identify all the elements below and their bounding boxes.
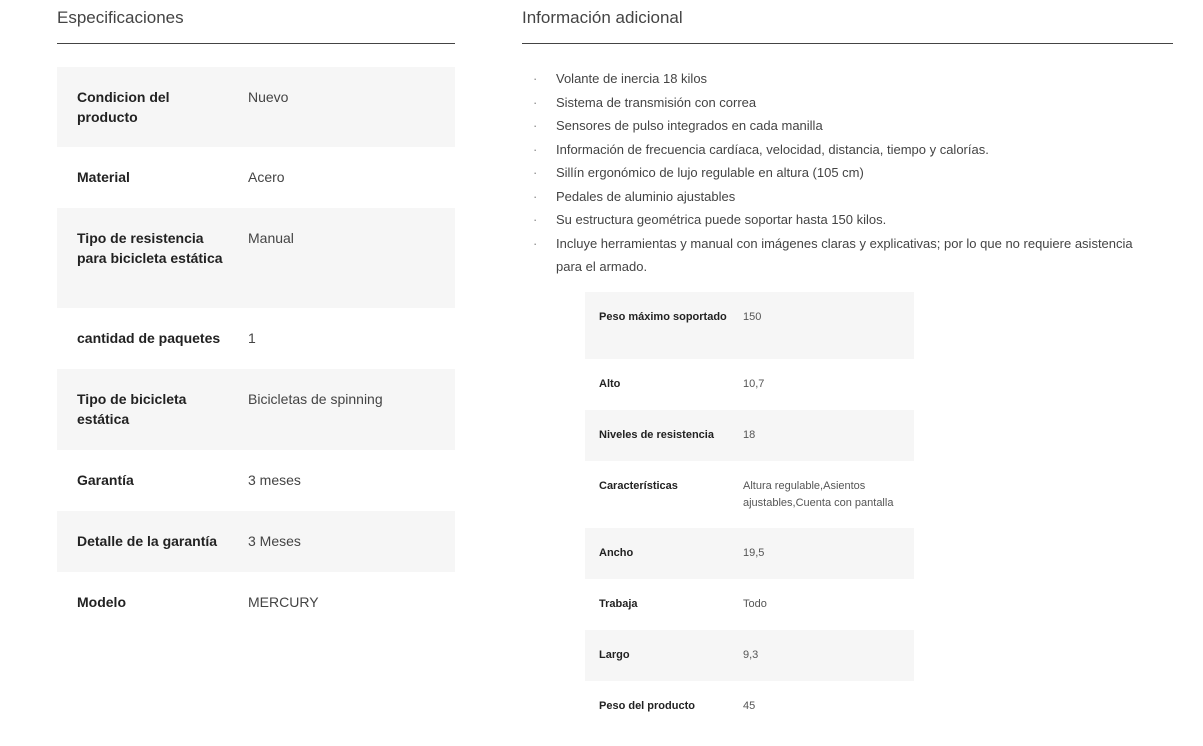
list-item: · Sillín ergonómico de lujo regulable en altura (105 cm)	[533, 161, 1153, 185]
list-item: · Volante de inercia 18 kilos	[533, 67, 1153, 91]
table-row	[585, 579, 914, 630]
spec-row-condition	[57, 67, 455, 147]
spec-value: 3 Meses	[248, 511, 455, 572]
spec-value: 3 meses	[248, 472, 301, 488]
info-title: Información adicional	[522, 8, 683, 27]
bullet-icon: ·	[533, 235, 538, 251]
table-label: Peso máximo soportado	[585, 292, 729, 359]
table-row	[585, 292, 914, 359]
spec-label: Condicion del producto	[57, 67, 248, 147]
info-bullet-list	[533, 67, 1153, 279]
spec-value: 1	[248, 330, 256, 346]
table-label: Ancho	[585, 528, 729, 579]
list-item: · Su estructura geométrica puede soportar hasta 150 kilos.	[533, 208, 1153, 232]
table-label: Características	[599, 480, 678, 492]
spec-value: Nuevo	[248, 67, 455, 147]
specs-divider	[57, 43, 455, 44]
spec-row-bike-type	[57, 369, 455, 450]
spec-label: Garantía	[77, 472, 134, 488]
table-value: 10,7	[743, 378, 765, 390]
table-value: 150	[729, 292, 914, 359]
spec-row-resistance-type	[57, 208, 455, 308]
table-label: Peso del producto	[599, 700, 695, 712]
list-item: · Sistema de transmisión con correa	[533, 91, 1153, 115]
bullet-icon: ·	[533, 118, 538, 133]
list-item: · Pedales de aluminio ajustables	[533, 185, 1153, 209]
table-label: Trabaja	[599, 598, 638, 610]
spec-label: Tipo de resistencia para bicicleta estática	[57, 208, 248, 308]
bullet-icon: ·	[533, 71, 538, 86]
table-value: Todo	[743, 598, 767, 610]
bullet-icon: ·	[533, 165, 538, 180]
spec-row-warranty-detail	[57, 511, 455, 572]
table-label: Largo	[585, 630, 729, 681]
table-row	[585, 630, 914, 681]
spec-label: Tipo de bicicleta estática	[57, 369, 248, 450]
spec-value: MERCURY	[248, 594, 319, 610]
spec-label: Material	[77, 169, 130, 185]
info-divider	[522, 43, 1173, 44]
bullet-icon: ·	[533, 188, 538, 204]
table-value: 45	[743, 700, 756, 712]
table-value: 18	[729, 410, 914, 461]
table-row	[585, 359, 914, 410]
bullet-icon: ·	[533, 94, 538, 110]
list-item: · Información de frecuencia cardíaca, velocidad, distancia, tiempo y calorías.	[533, 138, 1153, 162]
spec-row-material	[57, 147, 455, 208]
spec-label: cantidad de paquetes	[77, 330, 221, 346]
spec-row-package-count	[57, 308, 455, 369]
table-row	[585, 461, 914, 528]
table-row	[585, 681, 914, 732]
table-label: Niveles de resistencia	[585, 410, 729, 461]
table-value: 19,5	[729, 528, 914, 579]
spec-row-model	[57, 572, 455, 633]
spec-value: Manual	[248, 208, 455, 308]
spec-row-warranty	[57, 450, 455, 511]
table-value: 9,3	[729, 630, 914, 681]
spec-value: Bicicletas de spinning	[248, 369, 455, 450]
bullet-icon: ·	[533, 141, 538, 157]
table-label: Alto	[599, 378, 621, 390]
table-value: Altura regulable,Asientos ajustables,Cuenta con pantalla	[743, 480, 894, 509]
specs-table	[57, 67, 455, 633]
spec-label: Modelo	[77, 594, 126, 610]
table-row	[585, 528, 914, 579]
list-item: · Sensores de pulso integrados en cada manilla	[533, 114, 1153, 138]
spec-value: Acero	[248, 169, 285, 185]
specs-title: Especificaciones	[57, 8, 184, 27]
table-row	[585, 410, 914, 461]
list-item: · Incluye herramientas y manual con imágenes claras y explicativas; por lo que no requiere asistencia para el armado.	[533, 232, 1153, 279]
info-table	[585, 292, 914, 732]
bullet-icon: ·	[533, 212, 538, 227]
spec-label: Detalle de la garantía	[57, 511, 248, 572]
